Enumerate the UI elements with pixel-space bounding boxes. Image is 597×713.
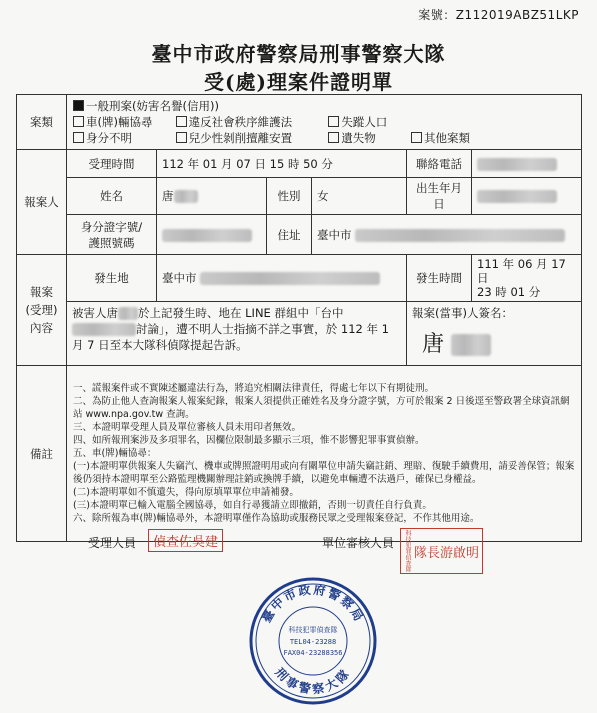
document-title: 臺中市政府警察局刑事警察大隊 <box>151 42 446 66</box>
note-line: (一)本證明單供報案人失竊汽、機車或牌照證明用或向有關單位申請失竊註銷、理賠、復駛手續費用，請妥善保管；報案後仍須持本證明單至公路監理機關辦理註銷或換牌手續，以避免車輛遭不法過戶，確保已身權益。 <box>73 461 575 485</box>
option-child-placement: 兒少性剝削擅離安置 <box>188 131 293 145</box>
case-number: 案號：Z112019ABZ51LKP <box>418 8 579 22</box>
occur-time-line1: 111 年 06 月 17 日 <box>477 257 566 285</box>
birth-value <box>472 178 582 215</box>
gender-value: 女 <box>312 178 407 215</box>
note-line: (二)本證明單如不慎遺失，得向原填單單位申請補發。 <box>73 487 299 498</box>
report-label-line3: 內容 <box>30 321 53 335</box>
place-value <box>157 255 407 302</box>
content-part1: 被害人唐 <box>72 306 118 320</box>
report-section-label <box>17 255 67 366</box>
occur-time-label: 發生時間 <box>407 255 472 302</box>
phone-label: 聯絡電話 <box>407 150 472 178</box>
redacted-phone <box>477 158 557 171</box>
occur-time-value <box>472 255 582 302</box>
content-part2: 於上記發生時、地在 LINE 群組中「台中 <box>138 306 344 320</box>
seal-bottom-text: 刑事警察大隊 <box>272 665 354 697</box>
reporter-section-label: 報案人 <box>17 150 67 255</box>
redacted-birth <box>477 190 557 203</box>
redacted-victim <box>118 307 138 320</box>
svg-text:臺中市政府警察局 <box>258 582 366 625</box>
signature-char: 唐 <box>422 332 445 357</box>
note-line: 三、本證明單受理人員及單位審核人員未用印者無效。 <box>73 422 302 433</box>
notes-content <box>67 366 582 542</box>
name-value <box>157 178 267 215</box>
note-line: 六、除所報為車(牌)輛協尋外，本證明單僅作為協助或服務民眾之受理報案登記，不作其他用途。 <box>73 513 480 524</box>
checkbox <box>176 132 187 143</box>
redacted-id <box>162 229 252 242</box>
address-value <box>312 215 582 255</box>
redacted-signature <box>451 334 491 356</box>
option-lost-item: 遺失物 <box>341 131 376 145</box>
accept-time-value: 112 年 01 月 07 日 15 時 50 分 <box>157 150 407 178</box>
id-label-line2: 護照號碼 <box>88 235 135 250</box>
receiver-stamp: 偵查佐吳建 <box>148 529 223 552</box>
redacted-place <box>200 272 380 285</box>
id-label <box>67 215 157 255</box>
id-label-line1: 身分證字號/ <box>80 219 143 234</box>
seal-inner-unit: 科技犯罪偵查隊 <box>288 626 338 634</box>
gender-label: 性別 <box>267 178 312 215</box>
seal-top-text: 臺中市政府警察局 <box>259 582 367 626</box>
name-visible: 唐 <box>162 189 174 203</box>
option-missing-person: 失蹤人口 <box>341 115 388 129</box>
id-value <box>157 215 267 255</box>
content-part3: 討論」，遭不明人士指摘不詳之事實，於 112 年 1 月 7 日至本大隊科偵隊提起告訴。 <box>72 322 389 352</box>
report-label-line1: 報案 <box>30 285 53 299</box>
checkbox <box>328 116 339 127</box>
receiver-label: 受理人員 <box>88 536 137 550</box>
address-label: 住址 <box>267 215 312 255</box>
signature <box>412 327 576 358</box>
address-visible: 臺中市 <box>317 227 352 242</box>
case-form-table <box>16 94 582 542</box>
case-type-options <box>67 95 582 150</box>
checkbox <box>411 132 422 143</box>
birth-label: 出生年月日 <box>407 178 472 215</box>
seal-inner-fax: FAX04-23288356 <box>283 649 343 657</box>
notes-label: 備註 <box>17 366 67 542</box>
report-label-line2: (受理) <box>25 303 58 317</box>
redacted-group <box>72 323 136 336</box>
checkbox <box>328 132 339 143</box>
note-line: 二、為防止他人查詢報案人報案紀錄，報案人須提供正確姓名及身分證字號，方可於報案 2 日後逕至警政署全球資訊網站 www.npa.gov.tw 查詢。 <box>73 396 570 420</box>
reviewer-stamp <box>400 528 483 574</box>
reviewer-stamp-name: 隊長游啟明 <box>414 545 480 561</box>
redacted-address <box>355 229 565 242</box>
phone-value <box>472 150 582 178</box>
svg-text:刑事警察大隊 <box>272 665 353 697</box>
name-label: 姓名 <box>67 178 157 215</box>
checkbox-checked <box>73 100 84 111</box>
option-other: 其他案類 <box>423 131 470 145</box>
checkbox <box>73 116 84 127</box>
accept-time-label: 受理時間 <box>67 150 157 178</box>
seal-inner-tel: TEL04-23288 <box>289 638 337 646</box>
document-subtitle: 受(處)理案件證明單 <box>204 70 393 94</box>
redacted-name <box>174 190 198 203</box>
note-line: (三)本證明單已輸入電腦全國協尋，如自行尋獲請立即撤銷，否則一切責任自行負責。 <box>73 500 432 511</box>
official-seal <box>248 576 378 706</box>
checkbox <box>73 132 84 143</box>
occur-time-line2: 23 時 01 分 <box>477 285 541 299</box>
case-type-selected: 一般刑案(妨害名譽(信用)) <box>86 99 219 113</box>
signature-label: 報案(當事)人簽名： <box>412 306 513 320</box>
note-line: 一、謊報案件或不實陳述屬違法行為，將追究相關法律責任，得處七年以下有期徒刑。 <box>73 383 435 394</box>
place-label: 發生地 <box>67 255 157 302</box>
report-content <box>67 302 407 366</box>
option-social-order: 違反社會秩序維護法 <box>188 115 293 129</box>
reviewer-label: 單位審核人員 <box>322 536 395 550</box>
option-vehicle-search: 車(牌)輛協尋 <box>86 115 153 129</box>
reviewer-stamp-unit: 科技犯罪偵查隊 <box>404 530 411 572</box>
place-visible: 臺中市 <box>162 271 197 285</box>
note-line: 四、如所報刑案涉及多項罪名，因欄位限制最多顯示三項，惟不影響犯罪事實偵辦。 <box>73 435 425 446</box>
case-type-label: 案類 <box>17 95 67 150</box>
option-unknown-identity: 身分不明 <box>86 131 132 145</box>
signature-cell <box>407 302 582 366</box>
checkbox <box>176 116 187 127</box>
note-line: 五、車(牌)輛協尋： <box>73 448 157 459</box>
